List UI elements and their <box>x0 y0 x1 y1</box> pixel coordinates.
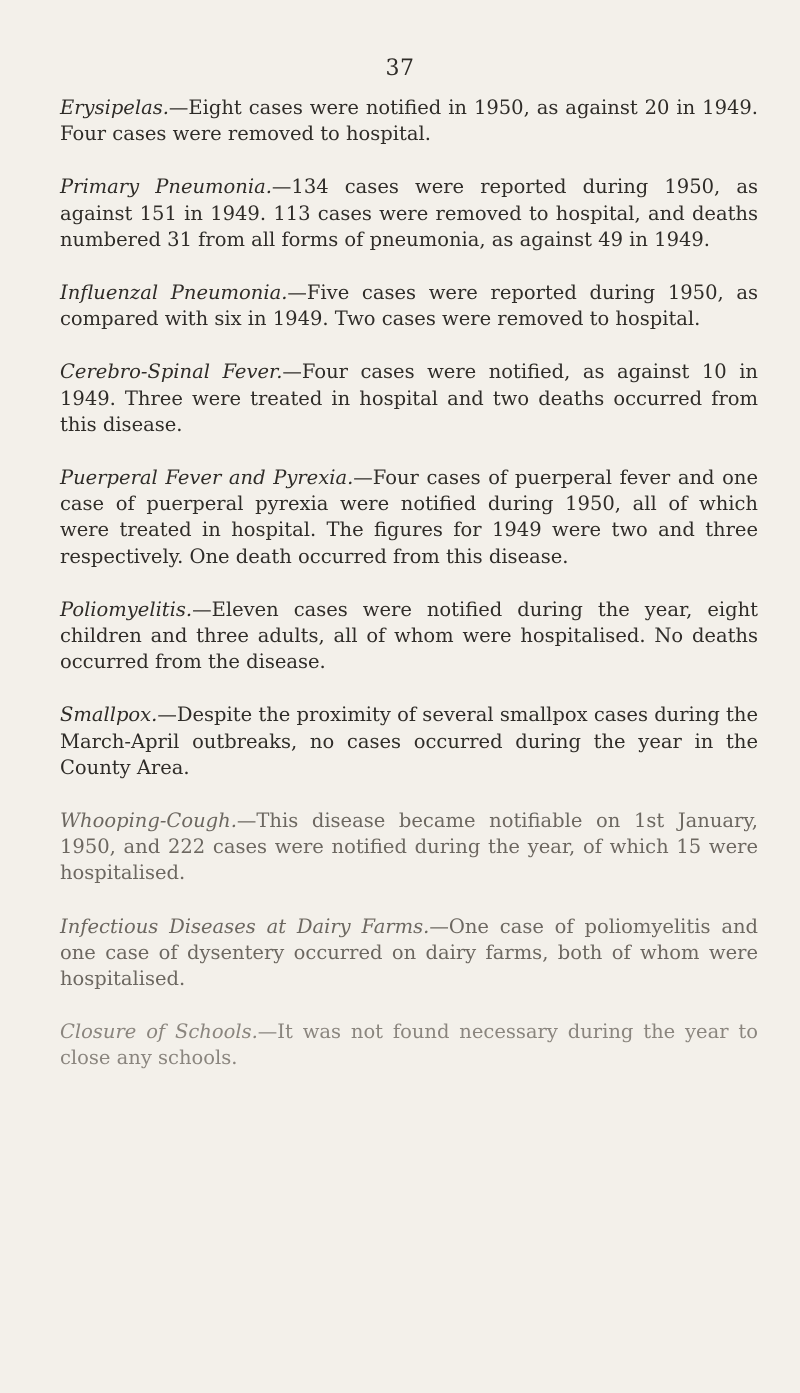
paragraph-text: —Four cases of puerperal fever and one case of puerperal pyrexia were notified during 1950, all of which were treated in hospital. The figures for 1949 were two and three respectively. One death occurred from this disease. <box>60 466 759 568</box>
paragraph-text: —One case of poliomyelitis and one case of dysentery occurred on dairy farms, both of whom were hospitalised. <box>60 914 758 991</box>
paragraph-text: —This disease became notifiable on 1st January, 1950, and 222 cases were notified during the year, of which 15 were hospitalised. <box>60 809 758 885</box>
paragraph-text: —Five cases were reported during 1950, as compared with six in 1949. Two cases were removed to hospital. <box>60 281 759 331</box>
paragraph-heading: Influenzal Pneumonia. <box>60 281 288 305</box>
paragraph-text: —Eleven cases were notified during the year, eight children and three adults, all of whom were hospitalised. No deaths occurred from the disease. <box>60 597 758 674</box>
paragraph-text: —It was not found necessary during the year to close any schools. <box>60 1020 758 1070</box>
paragraph-heading: Poliomyelitis. <box>60 597 193 621</box>
paragraph-text: —Eight cases were notified in 1950, as against 20 in 1949. Four cases were removed to hospital. <box>60 96 758 146</box>
paragraph-text: —Despite the proximity of several smallpox cases during the March-April outbreaks, no cases occurred during the year in the County Area. <box>60 703 758 779</box>
paragraph-erysipelas <box>60 95 758 147</box>
paragraph-heading: Whooping-Cough. <box>60 809 237 833</box>
page-number: 37 <box>385 56 415 81</box>
paragraph-heading: Smallpox. <box>60 703 158 727</box>
paragraph-heading: Cerebro-Spinal Fever. <box>60 360 283 384</box>
report-body <box>60 95 758 1099</box>
paragraph-heading: Puerperal Fever and Pyrexia. <box>60 466 354 490</box>
paragraph-heading: Infectious Diseases at Dairy Farms. <box>60 914 430 938</box>
paragraph-poliomyelitis <box>60 597 758 676</box>
paragraph-dairy-farms <box>60 914 758 993</box>
paragraph-closure-of-schools <box>60 1019 758 1071</box>
paragraph-primary-pneumonia <box>60 174 758 253</box>
paragraph-puerperal-fever <box>60 465 758 570</box>
paragraph-whooping-cough <box>60 808 758 887</box>
paragraph-text: —134 cases were reported during 1950, as against 151 in 1949. 113 cases were removed to hospital, and deaths numbered 31 from all forms of pneumonia, as against 49 in 1949. <box>60 175 758 251</box>
paragraph-heading: Erysipelas. <box>60 96 169 119</box>
paragraph-influenzal-pneumonia <box>60 280 758 332</box>
paragraph-smallpox <box>60 702 758 781</box>
paragraph-text: —Four cases were notified, as against 10 in 1949. Three were treated in hospital and two deaths occurred from this disease. <box>60 360 758 436</box>
paragraph-cerebro-spinal-fever <box>60 359 758 438</box>
paragraph-heading: Primary Pneumonia. <box>60 175 272 199</box>
paragraph-heading: Closure of Schools. <box>60 1020 258 1044</box>
